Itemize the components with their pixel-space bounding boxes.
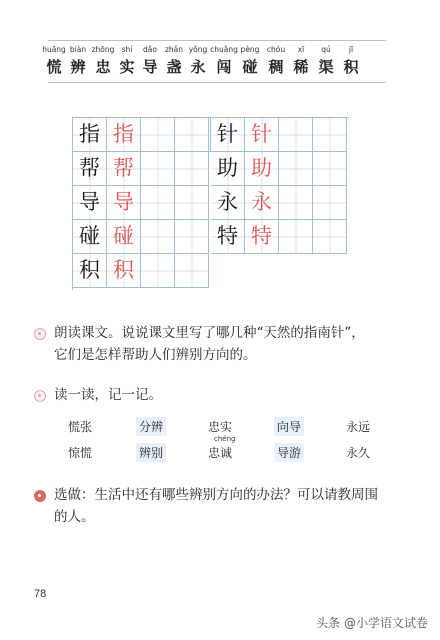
grid-blank-cell — [141, 254, 175, 288]
grid-char-dao: 导 — [73, 186, 107, 220]
grid-blank-cell — [279, 118, 313, 152]
word-zhongshi: 忠实 — [208, 420, 233, 434]
grid-trace-ji: 积 — [107, 254, 141, 288]
grid-char-bang: 帮 — [73, 152, 107, 186]
grid-blank-cell — [279, 220, 313, 254]
header-char-9: 碰 — [242, 58, 258, 76]
grid-blank-cell — [313, 186, 347, 220]
grid-char-zhu: 助 — [211, 152, 245, 186]
header-char-2: 辨 — [70, 58, 86, 76]
grid-trace-zhi: 指 — [107, 118, 141, 152]
word-bianbie: 辨别 — [136, 443, 166, 462]
grid-blank-cell — [175, 152, 209, 186]
header-char-6: 盏 — [166, 58, 182, 76]
header-char-row — [48, 56, 368, 78]
exercise3-line1: 选做：生活中还有哪些辨别方向的办法？可以请教周围 — [54, 487, 378, 503]
word-list — [62, 418, 392, 466]
grid-char-yong: 永 — [211, 186, 245, 220]
header-top-rule — [48, 40, 386, 41]
pinyin-1: huāng — [42, 45, 66, 54]
grid-trace-te: 特 — [245, 220, 279, 254]
pinyin-8: chuǎng — [210, 45, 238, 54]
grid-trace-dao: 导 — [107, 186, 141, 220]
grid-char-zhen: 针 — [211, 118, 245, 152]
grid-blank-cell — [279, 186, 313, 220]
exercise2-title: 读一读，记一记。 — [54, 387, 162, 403]
header-char-12: 渠 — [318, 58, 334, 76]
word-huangzhang: 慌张 — [68, 420, 93, 434]
grid-blank-cell — [279, 152, 313, 186]
grid-blank-cell — [313, 118, 347, 152]
pinyin-5: dǎo — [143, 45, 157, 54]
pinyin-10: chóu — [266, 45, 286, 54]
exercise1-line1: 朗读课文。说说课文里写了哪几种“天然的指南针”， — [54, 325, 365, 341]
header-char-3: 忠 — [95, 58, 111, 76]
writing-grid — [72, 117, 349, 290]
grid-blank-cell — [141, 118, 175, 152]
grid-trace-zhen: 针 — [245, 118, 279, 152]
pinyin-13: jī — [348, 45, 354, 54]
header-bottom-rule — [48, 82, 386, 83]
grid-blank-cell — [141, 186, 175, 220]
word-yongjiu: 永久 — [346, 446, 371, 460]
grid-empty-area — [210, 255, 350, 291]
word-zhongcheng: 忠诚 — [208, 446, 233, 460]
word-fenbian: 分辨 — [136, 417, 166, 436]
grid-blank-cell — [175, 254, 209, 288]
grid-char-ji: 积 — [73, 254, 107, 288]
grid-trace-zhu: 助 — [245, 152, 279, 186]
pinyin-4: shí — [121, 45, 133, 54]
exercise3-text — [54, 484, 414, 528]
header-char-7: 永 — [190, 58, 206, 76]
exercise1-text — [54, 322, 414, 366]
grid-blank-cell — [175, 118, 209, 152]
grid-blank-cell — [313, 220, 347, 254]
pinyin-2: biàn — [69, 45, 87, 54]
grid-blank-cell — [175, 186, 209, 220]
grid-char-zhi: 指 — [73, 118, 107, 152]
pinyin-3: zhōng — [91, 45, 115, 54]
grid-blank-cell — [141, 220, 175, 254]
grid-trace-bang: 帮 — [107, 152, 141, 186]
pinyin-9: pèng — [240, 45, 260, 54]
header-char-5: 导 — [142, 58, 158, 76]
exercise3-line2: 的人。 — [54, 509, 95, 525]
grid-blank-cell — [175, 220, 209, 254]
grid-trace-yong: 永 — [245, 186, 279, 220]
header-char-11: 稀 — [293, 58, 309, 76]
header-char-8: 闯 — [216, 58, 232, 76]
word-xiangdao: 向导 — [274, 417, 304, 436]
exercise1-line2: 它们是怎样帮助人们辨别方向的。 — [54, 347, 257, 363]
grid-blank-cell — [313, 152, 347, 186]
header-char-4: 实 — [119, 58, 135, 76]
word-yongyuan: 永远 — [346, 420, 371, 434]
header-char-13: 积 — [343, 58, 359, 76]
header-char-1: 慌 — [46, 58, 62, 76]
pinyin-11: xī — [297, 45, 305, 54]
watermark: 头条 @小学语文试卷 — [316, 616, 428, 630]
pinyin-12: qú — [321, 45, 331, 54]
pinyin-7: yǒng — [188, 45, 208, 54]
header-char-10: 稠 — [268, 58, 284, 76]
exercise1-bullet-icon — [34, 328, 46, 340]
grid-blank-cell — [141, 152, 175, 186]
grid-char-te: 特 — [211, 220, 245, 254]
word-daoyou: 导游 — [274, 443, 304, 462]
grid-gap — [209, 118, 211, 152]
cheng-pinyin: chéng — [214, 435, 236, 443]
exercise2-bullet-icon — [34, 390, 46, 402]
grid-trace-peng: 碰 — [107, 220, 141, 254]
exercise3-bullet-icon — [34, 490, 46, 502]
pinyin-6: zhǎn — [164, 45, 184, 54]
word-jinghuang: 惊慌 — [68, 446, 93, 460]
grid-char-peng: 碰 — [73, 220, 107, 254]
page-number: 78 — [34, 588, 47, 600]
